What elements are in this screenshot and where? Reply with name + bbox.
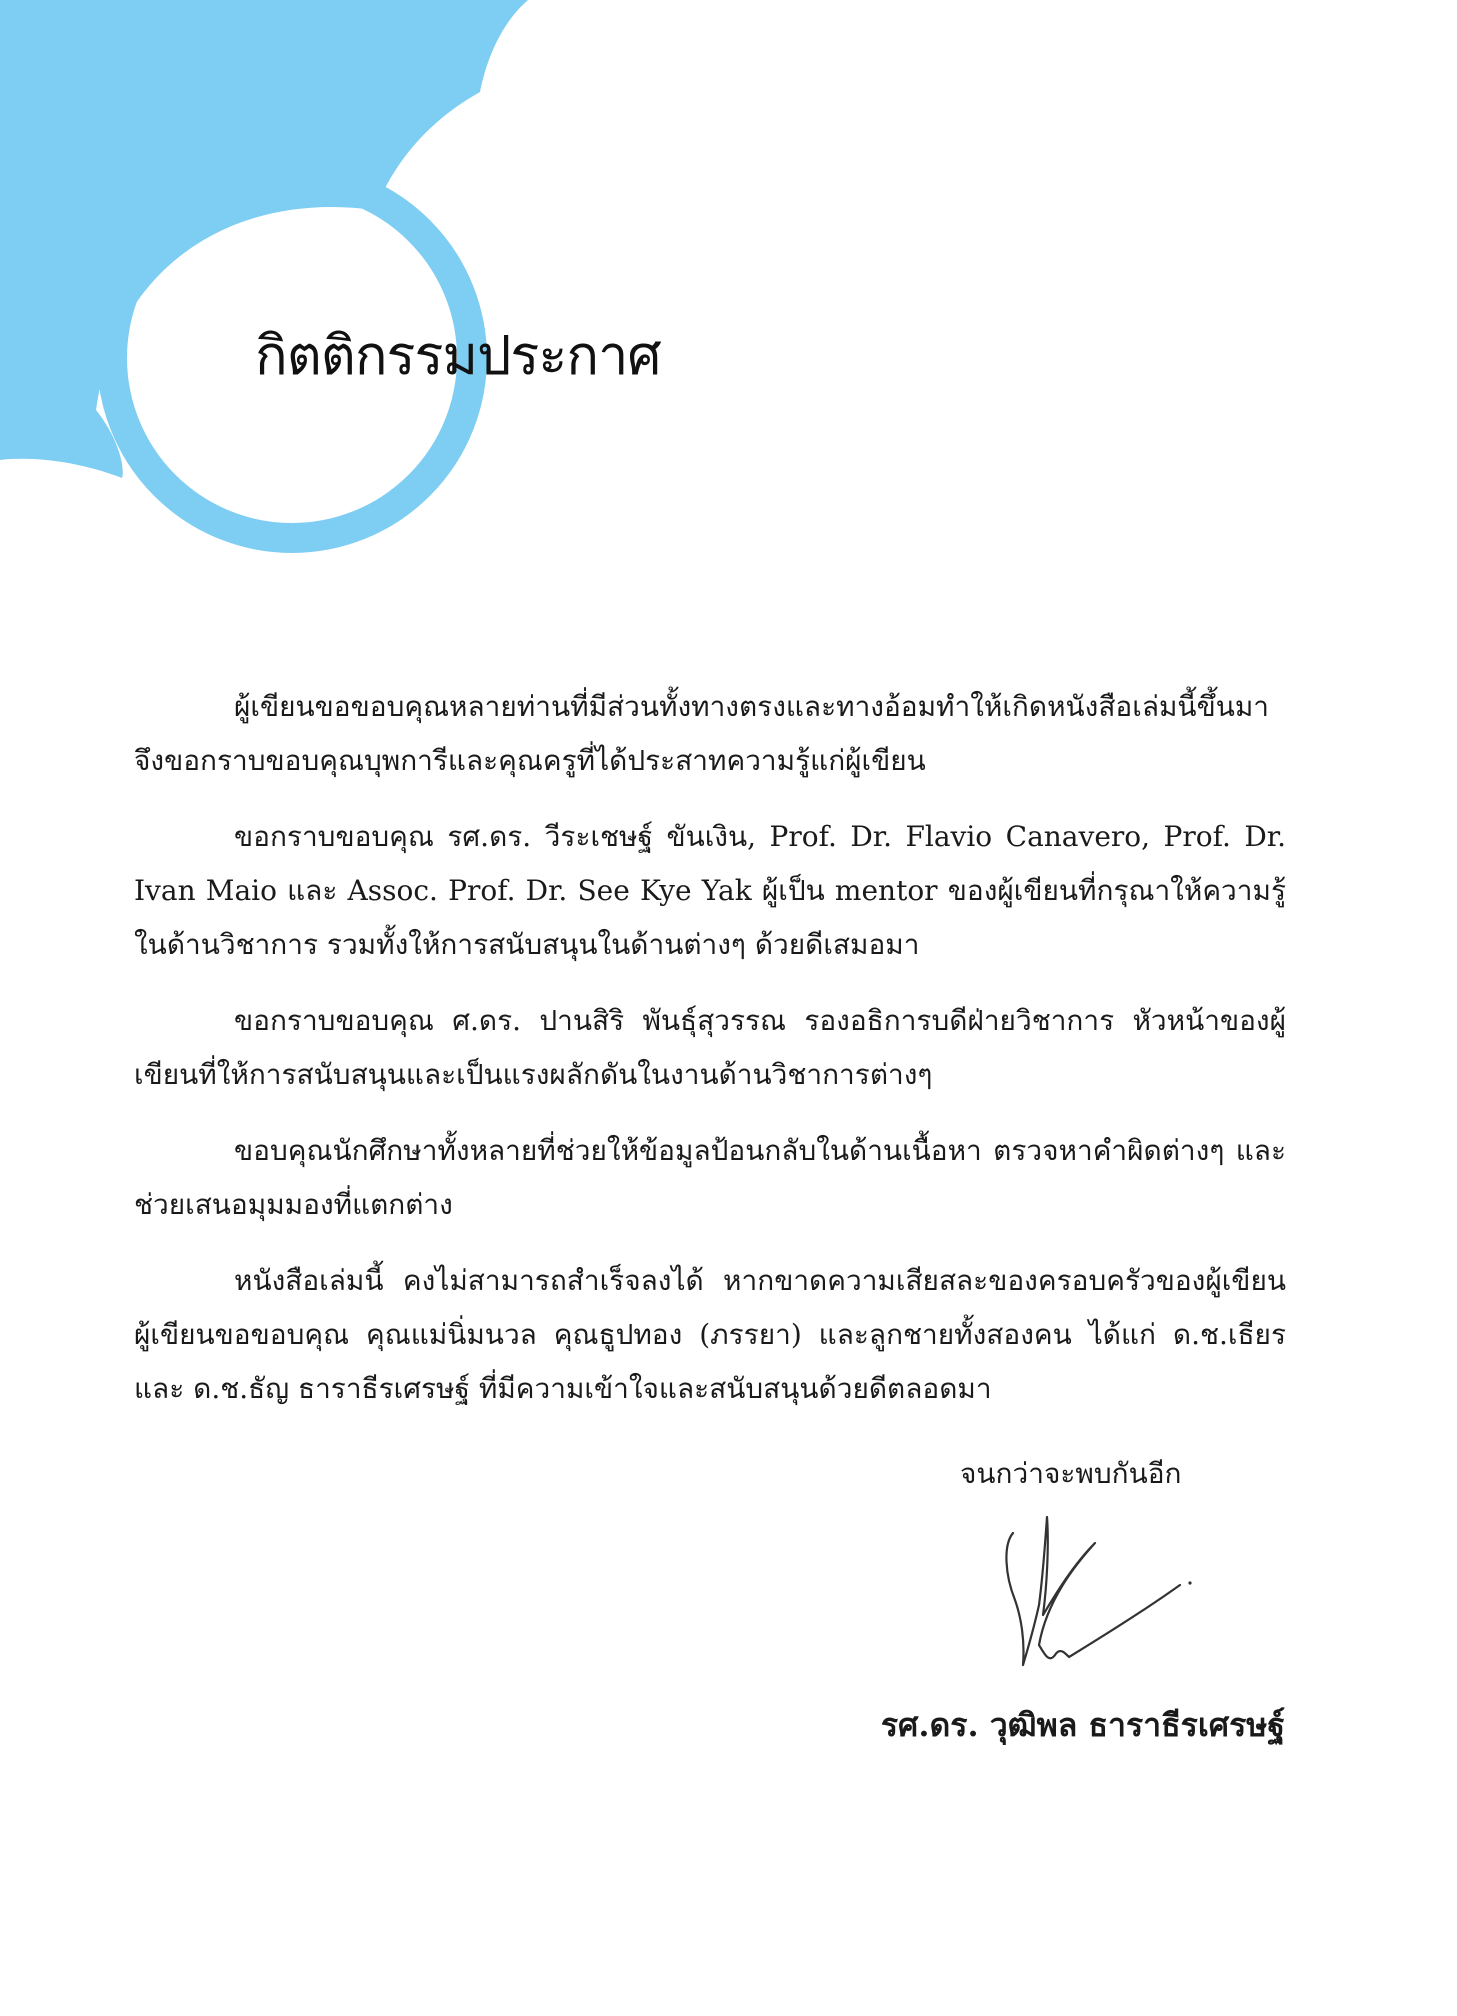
- page-title: กิตติกรรมประกาศ: [255, 324, 661, 387]
- decorative-bubble-graphic: [0, 0, 1457, 560]
- paragraph-3: ขอกราบขอบคุณ ศ.ดร. ปานสิริ พันธุ์สุวรรณ รองอธิการบดีฝ่ายวิชาการ หัวหน้าของผู้เขียนที่ให้การสนับสนุนและเป็นแรงผลักดันในงานด้านวิชาการต่างๆ: [134, 1004, 1286, 1091]
- paragraph-2: ขอกราบขอบคุณ รศ.ดร. วีระเชษฐ์ ขันเงิน, Prof. Dr. Flavio Canavero, Prof. Dr. Ivan Maio และ Assoc. Prof. Dr. See Kye Yak ผู้เป็น mentor ของผู้เขียนที่กรุณาให้ความรู้ในด้านวิชาการ รวมทั้งให้การสนับสนุนในด้านต่างๆ ด้วยดีเสมอมา: [134, 820, 1286, 961]
- author-name: รศ.ดร. วุฒิพล ธาราธีรเศรษฐ์: [880, 1706, 1285, 1744]
- handwritten-signature: [985, 1505, 1195, 1685]
- paragraph-5: หนังสือเล่มนี้ คงไม่สามารถสำเร็จลงได้ หากขาดความเสียสละของครอบครัวของผู้เขียน ผู้เขียนขอขอบคุณ คุณแม่นิ่มนวล คุณธูปทอง (ภรรยา) และลูกชายทั้งสองคน ได้แก่ ด.ช.เธียร และ ด.ช.ธัญ ธาราธีรเศรษฐ์ ที่มีความเข้าใจและสนับสนุนด้วยดีตลอดมา: [134, 1264, 1286, 1405]
- paragraph-4: ขอบคุณนักศึกษาทั้งหลายที่ช่วยให้ข้อมูลป้อนกลับในด้านเนื้อหา ตรวจหาคำผิดต่างๆ และช่วยเสนอมุมมองที่แตกต่าง: [134, 1134, 1286, 1221]
- paragraph-1: ผู้เขียนขอขอบคุณหลายท่านที่มีส่วนทั้งทางตรงและทางอ้อมทำให้เกิดหนังสือเล่มนี้ขึ้นมาจึงขอกราบขอบคุณบุพการีและคุณครูที่ได้ประสาทความรู้แก่ผู้เขียน: [134, 690, 1270, 777]
- closing-line: จนกว่าจะพบกันอีก: [960, 1457, 1182, 1490]
- acknowledgement-body: [134, 680, 1286, 1438]
- top-left-blue-shape: [0, 0, 528, 478]
